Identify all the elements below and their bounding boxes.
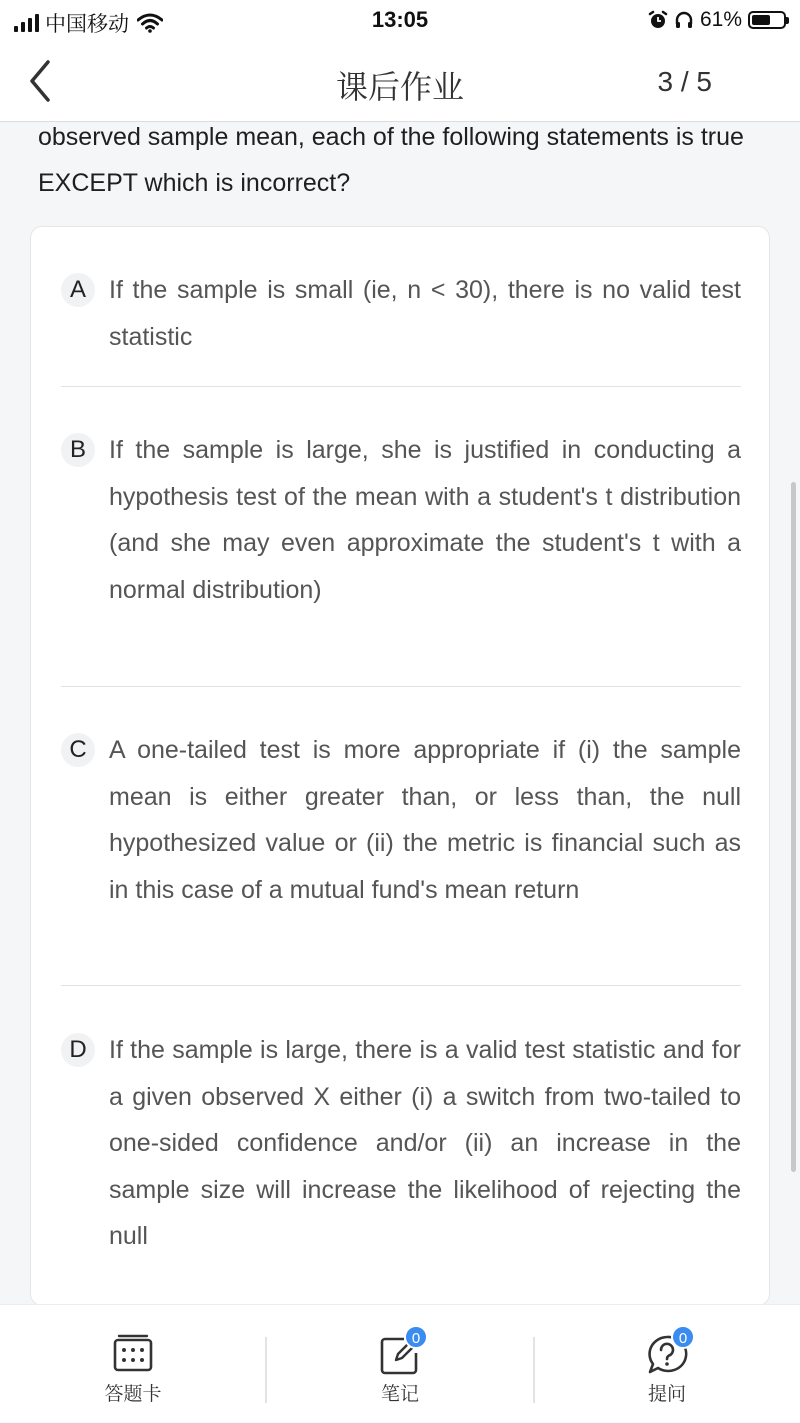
- option-letter: D: [61, 1033, 95, 1067]
- question-progress: 3 / 5: [657, 66, 712, 97]
- bottom-toolbar: [0, 1304, 800, 1422]
- tab-answer-card[interactable]: [0, 1305, 266, 1423]
- ask-badge: 0: [671, 1325, 695, 1349]
- option-divider: [61, 686, 741, 687]
- question-content[interactable]: [0, 122, 800, 1304]
- answer-card-icon: [111, 1333, 155, 1377]
- battery-percent: 61%: [699, 8, 742, 31]
- option-letter: A: [61, 273, 95, 307]
- option-text: If the sample is large, there is a valid test statistic and for a given observed X either (i) a switch from two-tailed to one-sided confidence and/or (ii) an increase in the sample size will increase the likelihood of rejecting the null: [109, 1036, 741, 1250]
- alarm-icon: [648, 10, 668, 30]
- battery-icon: [748, 11, 786, 29]
- option-text: A one-tailed test is more appropriate if (i) the sample mean is either greater than, or less than, the null hypothesized value or (ii) the metric is financial such as in this case of a mutual fund's mean return: [109, 736, 741, 904]
- option-text: If the sample is small (ie, n < 30), there is no valid test statistic: [109, 276, 741, 351]
- option-divider: [61, 985, 741, 986]
- tab-label: 提问: [647, 1384, 686, 1405]
- carrier-name: 中国移动: [45, 13, 129, 36]
- options-card: [30, 226, 770, 1304]
- headphones-icon: [674, 10, 694, 30]
- status-right: [648, 8, 786, 32]
- status-bar: [0, 0, 800, 40]
- question-text: observed sample mean, each of the following statements is true EXCEPT which is incorrect?: [38, 123, 744, 197]
- tab-notes[interactable]: [267, 1305, 533, 1423]
- page-title: 课后作业: [335, 69, 464, 105]
- nav-bar: [0, 40, 800, 122]
- option-letter: B: [61, 433, 95, 467]
- tab-label: 笔记: [380, 1384, 419, 1405]
- notes-badge: 0: [404, 1325, 428, 1349]
- option-text: If the sample is large, she is justified in conducting a hypothesis test of the mean with a student's t distribution (and she may even approximate the student's t with a normal distribution): [109, 436, 741, 604]
- tab-label: 答题卡: [104, 1384, 162, 1405]
- status-time: 13:05: [371, 7, 429, 32]
- option-divider: [61, 386, 741, 387]
- scrollbar[interactable]: [791, 482, 796, 1172]
- option-letter: C: [61, 733, 95, 767]
- tab-ask[interactable]: [534, 1305, 800, 1423]
